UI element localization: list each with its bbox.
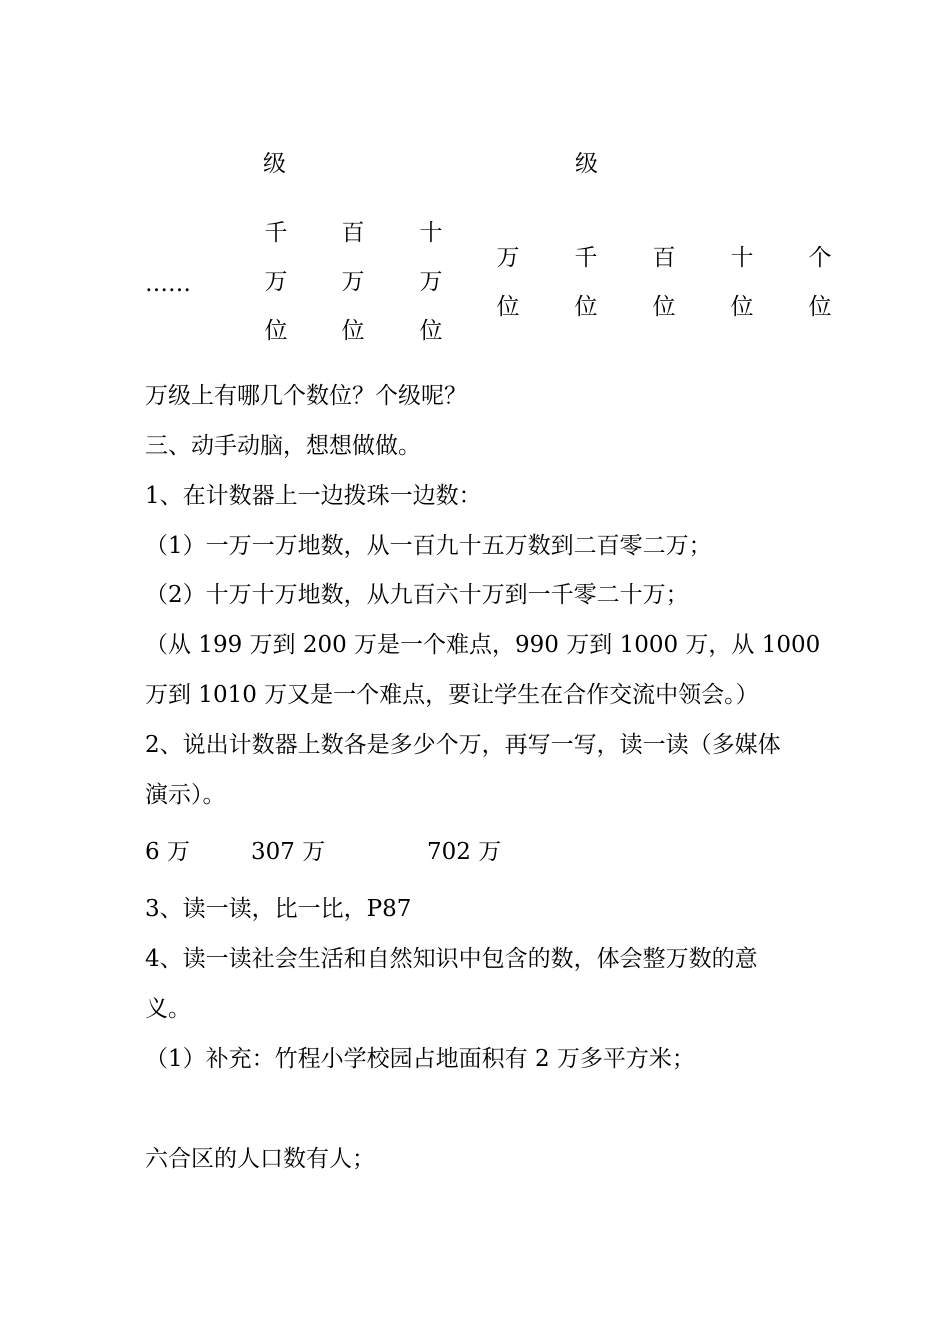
question-levels: 万级上有哪几个数位？个级呢？ (145, 383, 467, 409)
item-2-line-1: 2、说出计数器上数各是多少个万，再写一写，读一读（多媒体 (145, 732, 781, 758)
place-baiwan: 百 万 位 (341, 220, 365, 344)
item-1-1: （1）一万一万地数，从一百九十五万数到二百零二万； (145, 533, 712, 559)
level-label-wan: 级 (263, 151, 286, 177)
liuhe-population: 六合区的人口数有人； (145, 1146, 375, 1172)
place-shiwan: 十 万 位 (419, 220, 443, 344)
place-qianwan: 千 万 位 (264, 220, 288, 344)
item-4-line-2: 义。 (145, 996, 191, 1022)
number-702wan: 702 万 (427, 839, 502, 865)
item-2-line-2: 演示）。 (145, 782, 226, 808)
place-wan: 万 位 (496, 245, 520, 320)
place-bai: 百 位 (652, 245, 676, 320)
section-three-heading: 三、动手动脑，想想做做。 (145, 433, 421, 459)
number-307wan: 307 万 (251, 839, 326, 865)
note-line-1: （从 199 万到 200 万是一个难点，990 万到 1000 万，从 1000 (145, 632, 821, 658)
ellipsis: …… (145, 271, 191, 297)
place-ge: 个 位 (808, 245, 832, 320)
note-line-2: 万到 1010 万又是一个难点，要让学生在合作交流中领会。） (145, 682, 759, 708)
item-4-line-1: 4、读一读社会生活和自然知识中包含的数，体会整万数的意 (145, 946, 758, 972)
item-1-2: （2）十万十万地数，从九百六十万到一千零二十万； (145, 582, 689, 608)
place-qian: 千 位 (574, 245, 598, 320)
item-4-1: （1）补充：竹程小学校园占地面积有 2 万多平方米； (145, 1046, 695, 1072)
item-3: 3、读一读，比一比，P87 (145, 896, 412, 922)
place-shi: 十 位 (730, 245, 754, 320)
item-1: 1、在计数器上一边拨珠一边数： (145, 483, 482, 509)
level-label-ge: 级 (575, 151, 598, 177)
number-6wan: 6 万 (145, 839, 190, 865)
